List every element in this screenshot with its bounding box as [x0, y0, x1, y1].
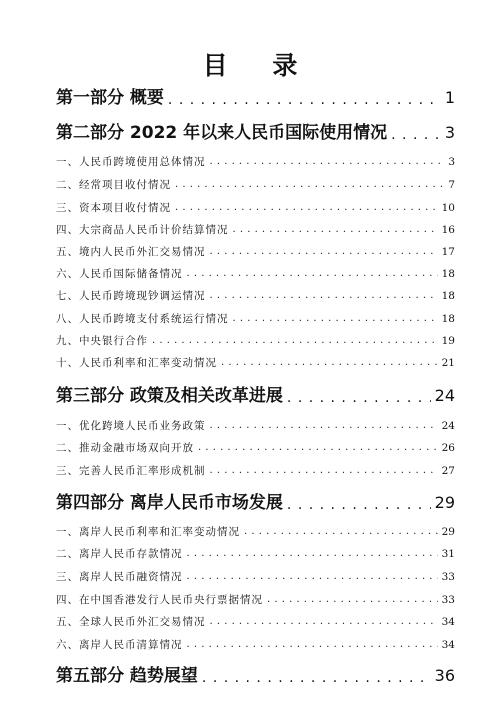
toc-item[interactable]: [56, 288, 455, 304]
part-label: 第五部分 趋势展望: [56, 666, 198, 686]
page-number: 27: [441, 465, 455, 477]
page-number: 26: [441, 442, 455, 454]
toc-item[interactable]: [56, 266, 455, 282]
page-number: 3: [448, 156, 455, 168]
toc-item[interactable]: [56, 440, 455, 456]
part-label: 第二部分 2022 年以来人民币国际使用情况: [56, 123, 388, 143]
dot-leader: [210, 288, 438, 304]
dot-leader: [198, 440, 438, 456]
toc-item[interactable]: [56, 418, 455, 434]
dot-leader: [233, 311, 438, 327]
dot-leader: [221, 355, 438, 371]
dot-leader: [210, 244, 438, 260]
page-number: 7: [448, 179, 455, 191]
part-label: 第一部分 概要: [56, 88, 164, 108]
toc-item[interactable]: [56, 355, 455, 371]
page-number: 21: [441, 357, 455, 369]
toc-item[interactable]: [56, 311, 455, 327]
page-number: 31: [441, 548, 455, 560]
toc-item[interactable]: [56, 244, 455, 260]
part-label: 第三部分 政策及相关改革进展: [56, 386, 283, 406]
dot-leader: [210, 154, 445, 170]
item-label: 六、人民币国际储备情况: [56, 268, 183, 280]
toc-item[interactable]: [56, 569, 455, 585]
page-number: 3: [444, 123, 455, 142]
dot-leader: [391, 125, 441, 145]
item-label: 六、离岸人民币清算情况: [56, 639, 183, 651]
item-label: 一、优化跨境人民币业务政策: [56, 420, 206, 432]
dot-leader: [187, 266, 438, 282]
page-number: 36: [434, 666, 455, 685]
toc-item[interactable]: [56, 177, 455, 193]
dot-leader: [287, 388, 431, 408]
item-label: 二、推动金融市场双向开放: [56, 442, 194, 454]
dot-leader: [233, 222, 438, 238]
item-label: 三、完善人民币汇率形成机制: [56, 465, 206, 477]
toc-item[interactable]: [56, 154, 455, 170]
page-number: 19: [441, 335, 455, 347]
toc-part-2[interactable]: [56, 121, 455, 145]
page-number: 18: [441, 290, 455, 302]
dot-leader: [267, 592, 438, 608]
dot-leader: [187, 637, 438, 653]
item-label: 九、中央银行合作: [56, 335, 148, 347]
toc-item[interactable]: [56, 222, 455, 238]
toc-item[interactable]: [56, 546, 455, 562]
page-number: 33: [441, 594, 455, 606]
dot-leader: [175, 200, 438, 216]
toc-item[interactable]: [56, 463, 455, 479]
toc-item[interactable]: [56, 614, 455, 630]
dot-leader: [152, 333, 438, 349]
page-number: 17: [441, 246, 455, 258]
page-title: 目 录: [202, 51, 316, 80]
page-number: 33: [441, 571, 455, 583]
dot-leader: [244, 524, 438, 540]
page-number: 1: [444, 88, 455, 107]
page-number: 10: [441, 202, 455, 214]
dot-leader: [187, 546, 438, 562]
item-label: 十、人民币利率和汇率变动情况: [56, 357, 217, 369]
toc-item[interactable]: [56, 200, 455, 216]
dot-leader: [210, 463, 438, 479]
item-label: 一、离岸人民币利率和汇率变动情况: [56, 526, 240, 538]
item-label: 四、在中国香港发行人民币央行票据情况: [56, 594, 263, 606]
page-number: 34: [441, 616, 455, 628]
item-label: 四、大宗商品人民币计价结算情况: [56, 224, 229, 236]
dot-leader: [202, 668, 431, 688]
toc-item[interactable]: [56, 333, 455, 349]
item-label: 三、离岸人民币融资情况: [56, 571, 183, 583]
part-label: 第四部分 离岸人民币市场发展: [56, 493, 283, 513]
dot-leader: [210, 418, 438, 434]
item-label: 五、境内人民币外汇交易情况: [56, 246, 206, 258]
dot-leader: [187, 569, 438, 585]
item-label: 八、人民币跨境支付系统运行情况: [56, 313, 229, 325]
page-number: 18: [441, 268, 455, 280]
page-number: 24: [441, 420, 455, 432]
item-label: 二、经常项目收付情况: [56, 179, 171, 191]
page-number: 29: [441, 526, 455, 538]
toc-part-4[interactable]: [56, 491, 455, 515]
page-number: 16: [441, 224, 455, 236]
page-number: 18: [441, 313, 455, 325]
item-label: 三、资本项目收付情况: [56, 202, 171, 214]
toc-item[interactable]: [56, 637, 455, 653]
toc-part-5[interactable]: [56, 664, 455, 688]
dot-leader: [210, 614, 438, 630]
item-label: 五、全球人民币外汇交易情况: [56, 616, 206, 628]
item-label: 二、离岸人民币存款情况: [56, 548, 183, 560]
dot-leader: [287, 495, 431, 515]
item-label: 一、人民币跨境使用总体情况: [56, 156, 206, 168]
toc-item[interactable]: [56, 524, 455, 540]
toc-item[interactable]: [56, 592, 455, 608]
page-number: 24: [434, 386, 455, 405]
page-number: 29: [434, 493, 455, 512]
toc-part-3[interactable]: [56, 384, 455, 408]
dot-leader: [168, 90, 441, 110]
dot-leader: [175, 177, 444, 193]
page-number: 34: [441, 639, 455, 651]
toc-part-1[interactable]: [56, 86, 455, 110]
item-label: 七、人民币跨境现钞调运情况: [56, 290, 206, 302]
